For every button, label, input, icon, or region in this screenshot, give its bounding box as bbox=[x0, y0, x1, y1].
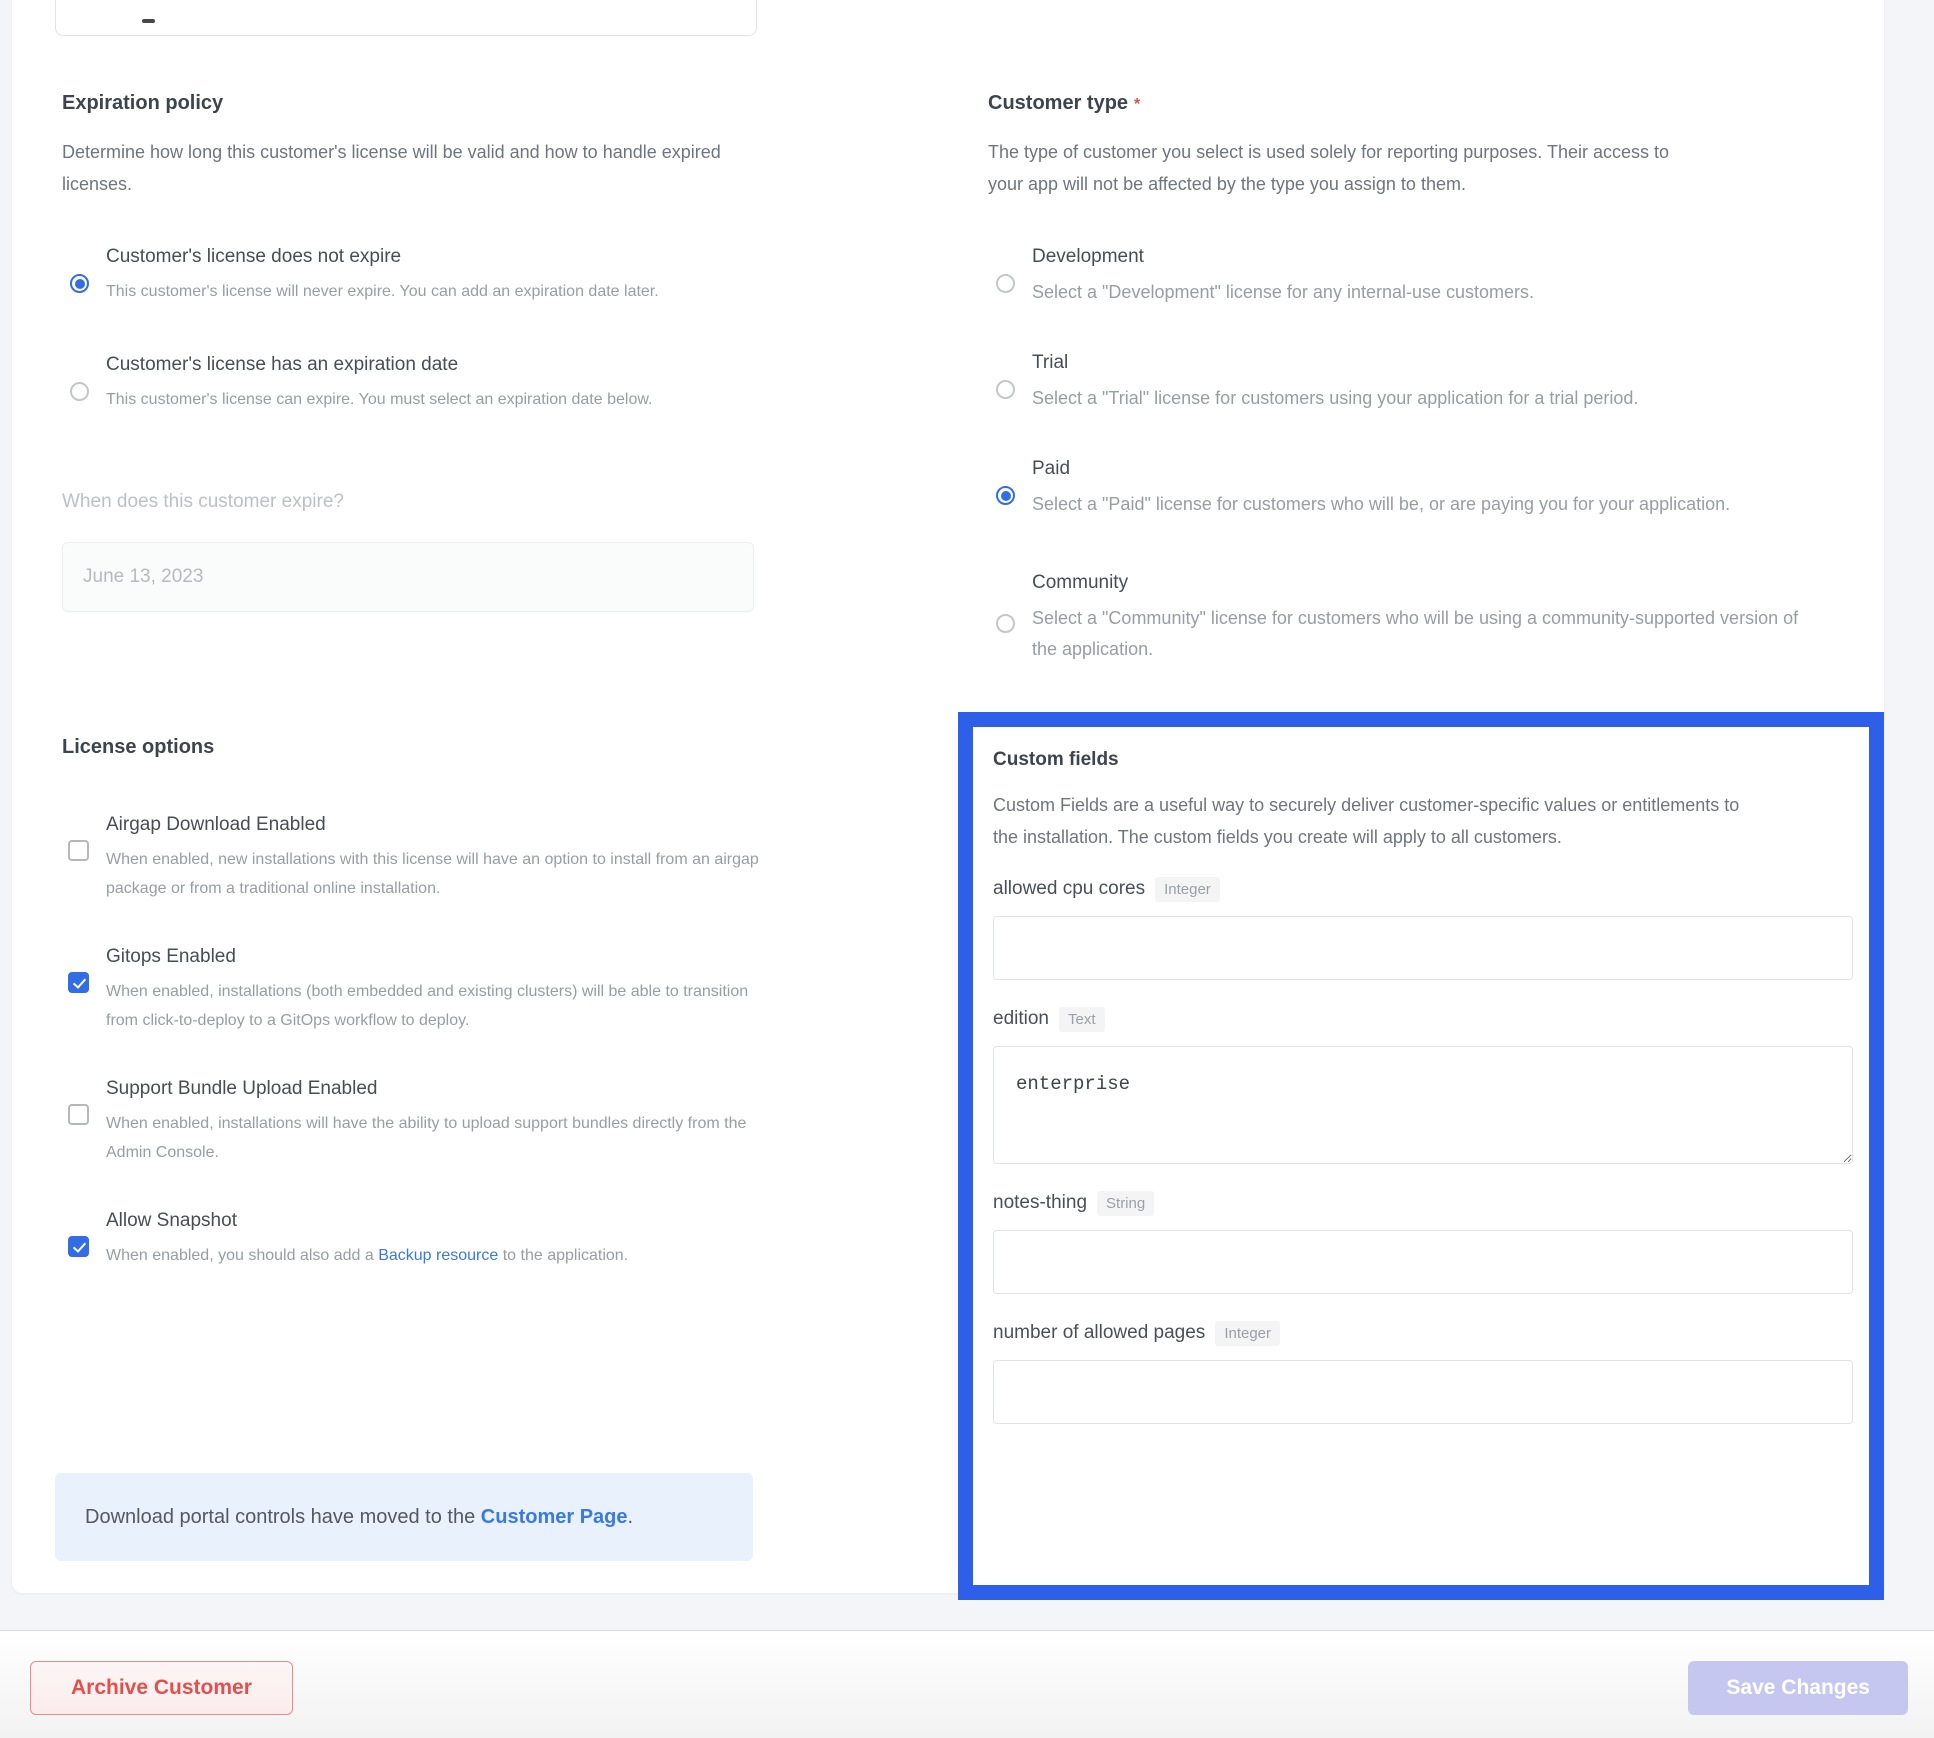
radio-option-description: Select a "Development" license for any internal-use customers. bbox=[1032, 282, 1535, 302]
custom-field-label: number of allowed pages bbox=[993, 1322, 1206, 1343]
custom-field-notes-thing bbox=[993, 1191, 1843, 1294]
checkbox-option-allow-snapshot bbox=[62, 1210, 762, 1270]
download-portal-banner bbox=[55, 1473, 753, 1561]
checkbox-option-label: Allow Snapshot bbox=[106, 1210, 237, 1231]
type-badge: Text bbox=[1059, 1007, 1105, 1032]
license-options-title: License options bbox=[62, 736, 215, 758]
radio-option-description: Select a "Community" license for customers who will be using a community-supported version of the application. bbox=[1032, 608, 1799, 659]
required-asterisk: * bbox=[1134, 96, 1141, 113]
radio-paid[interactable] bbox=[996, 486, 1015, 505]
radio-option-label: Development bbox=[1032, 246, 1144, 267]
custom-field-label-row bbox=[993, 877, 1843, 902]
custom-fields-title: Custom fields bbox=[993, 749, 1119, 770]
checkbox-option-description: When enabled, installations will have the ability to upload support bundles directly from the Admin Console. bbox=[106, 1115, 747, 1161]
custom-fields-description: Custom Fields are a useful way to securely deliver customer-specific values or entitlements to the installation. The custom fields you create will apply to all customers. bbox=[993, 795, 1740, 847]
checkbox-option-gitops bbox=[62, 946, 762, 1035]
checkbox-airgap-download[interactable] bbox=[68, 840, 89, 861]
expiration-date-input[interactable] bbox=[62, 542, 754, 612]
backup-resource-link[interactable]: Backup resource bbox=[378, 1247, 499, 1264]
radio-community[interactable] bbox=[996, 614, 1015, 633]
radio-option-description: This customer's license will never expire. You can add an expiration date later. bbox=[106, 283, 659, 300]
radio-license-does-not-expire[interactable] bbox=[70, 274, 89, 293]
radio-trial[interactable] bbox=[996, 380, 1015, 399]
type-badge: Integer bbox=[1215, 1321, 1280, 1346]
archive-customer-button[interactable]: Archive Customer bbox=[30, 1661, 293, 1715]
custom-field-label: edition bbox=[993, 1008, 1049, 1029]
snapshot-description-suffix: to the application. bbox=[498, 1247, 629, 1264]
type-badge: String bbox=[1097, 1191, 1154, 1216]
radio-option-description: Select a "Trial" license for customers using your application for a trial period. bbox=[1032, 388, 1639, 408]
custom-field-textarea-edition[interactable] bbox=[993, 1046, 1853, 1164]
checkbox-gitops-enabled[interactable] bbox=[68, 972, 89, 993]
radio-option-label: Paid bbox=[1032, 458, 1071, 479]
footer-bar bbox=[0, 1630, 1934, 1738]
checkbox-option-description bbox=[106, 1241, 762, 1270]
checkbox-option-description: When enabled, new installations with this license will have an option to install from an airgap package or from a traditional online installation. bbox=[106, 851, 759, 897]
expire-date-question: When does this customer expire? bbox=[62, 491, 344, 512]
customer-page-link[interactable]: Customer Page bbox=[480, 1505, 628, 1528]
customer-type-title-row bbox=[988, 92, 1140, 115]
radio-option-label: Customer's license does not expire bbox=[106, 246, 402, 267]
checkbox-option-description: When enabled, installations (both embedded and existing clusters) will be able to transition from click-to-deploy to a GitOps workflow to deploy. bbox=[106, 983, 749, 1029]
text-fragment bbox=[142, 19, 155, 23]
content-card bbox=[12, 0, 1884, 1593]
save-changes-button[interactable]: Save Changes bbox=[1688, 1661, 1908, 1715]
custom-field-input-notes-thing[interactable] bbox=[993, 1230, 1853, 1294]
custom-field-input-number-of-allowed-pages[interactable] bbox=[993, 1360, 1853, 1424]
checkbox-support-bundle-upload[interactable] bbox=[68, 1104, 89, 1125]
checkbox-option-support-bundle bbox=[62, 1078, 762, 1167]
checkbox-option-label: Support Bundle Upload Enabled bbox=[106, 1078, 378, 1099]
checkbox-allow-snapshot[interactable] bbox=[68, 1236, 89, 1257]
custom-field-allowed-cpu-cores bbox=[993, 877, 1843, 980]
radio-development[interactable] bbox=[996, 274, 1015, 293]
radio-option-label: Trial bbox=[1032, 352, 1069, 373]
radio-option-description: Select a "Paid" license for customers who will be, or are paying you for your application. bbox=[1032, 494, 1731, 514]
radio-option-label: Customer's license has an expiration date bbox=[106, 354, 459, 375]
radio-option-license-has-expiration bbox=[62, 354, 762, 414]
custom-field-input-allowed-cpu-cores[interactable] bbox=[993, 916, 1853, 980]
expiration-policy-title: Expiration policy bbox=[62, 92, 224, 114]
radio-option-paid bbox=[988, 458, 1868, 520]
snapshot-description-prefix: When enabled, you should also add a bbox=[106, 1247, 379, 1264]
radio-option-trial bbox=[988, 352, 1868, 414]
banner-text-suffix: . bbox=[627, 1505, 634, 1528]
radio-option-development bbox=[988, 246, 1868, 308]
radio-option-license-does-not-expire bbox=[62, 246, 762, 306]
customer-type-description: The type of customer you select is used solely for reporting purposes. Their access to your app will not be affected by the type you assign to them. bbox=[988, 142, 1669, 194]
radio-option-community bbox=[988, 572, 1838, 665]
custom-field-label: allowed cpu cores bbox=[993, 878, 1146, 899]
custom-field-label: notes-thing bbox=[993, 1192, 1088, 1213]
custom-field-label-row bbox=[993, 1321, 1843, 1346]
custom-field-label-row bbox=[993, 1007, 1843, 1032]
customer-type-title: Customer type bbox=[988, 92, 1129, 114]
checkbox-option-label: Airgap Download Enabled bbox=[106, 814, 326, 835]
radio-option-description: This customer's license can expire. You must select an expiration date below. bbox=[106, 391, 653, 408]
banner-text-prefix: Download portal controls have moved to the bbox=[85, 1505, 476, 1528]
radio-license-has-expiration[interactable] bbox=[70, 382, 89, 401]
custom-fields-panel bbox=[958, 712, 1884, 1600]
custom-field-edition bbox=[993, 1007, 1843, 1164]
custom-field-label-row bbox=[993, 1191, 1843, 1216]
checkbox-option-label: Gitops Enabled bbox=[106, 946, 236, 967]
type-badge: Integer bbox=[1155, 877, 1220, 902]
checkbox-option-airgap bbox=[62, 814, 762, 903]
expiration-policy-description: Determine how long this customer's license will be valid and how to handle expired licenses. bbox=[62, 142, 721, 194]
custom-field-number-of-allowed-pages bbox=[993, 1321, 1843, 1424]
radio-option-label: Community bbox=[1032, 572, 1129, 593]
partial-top-input[interactable] bbox=[55, 0, 757, 36]
